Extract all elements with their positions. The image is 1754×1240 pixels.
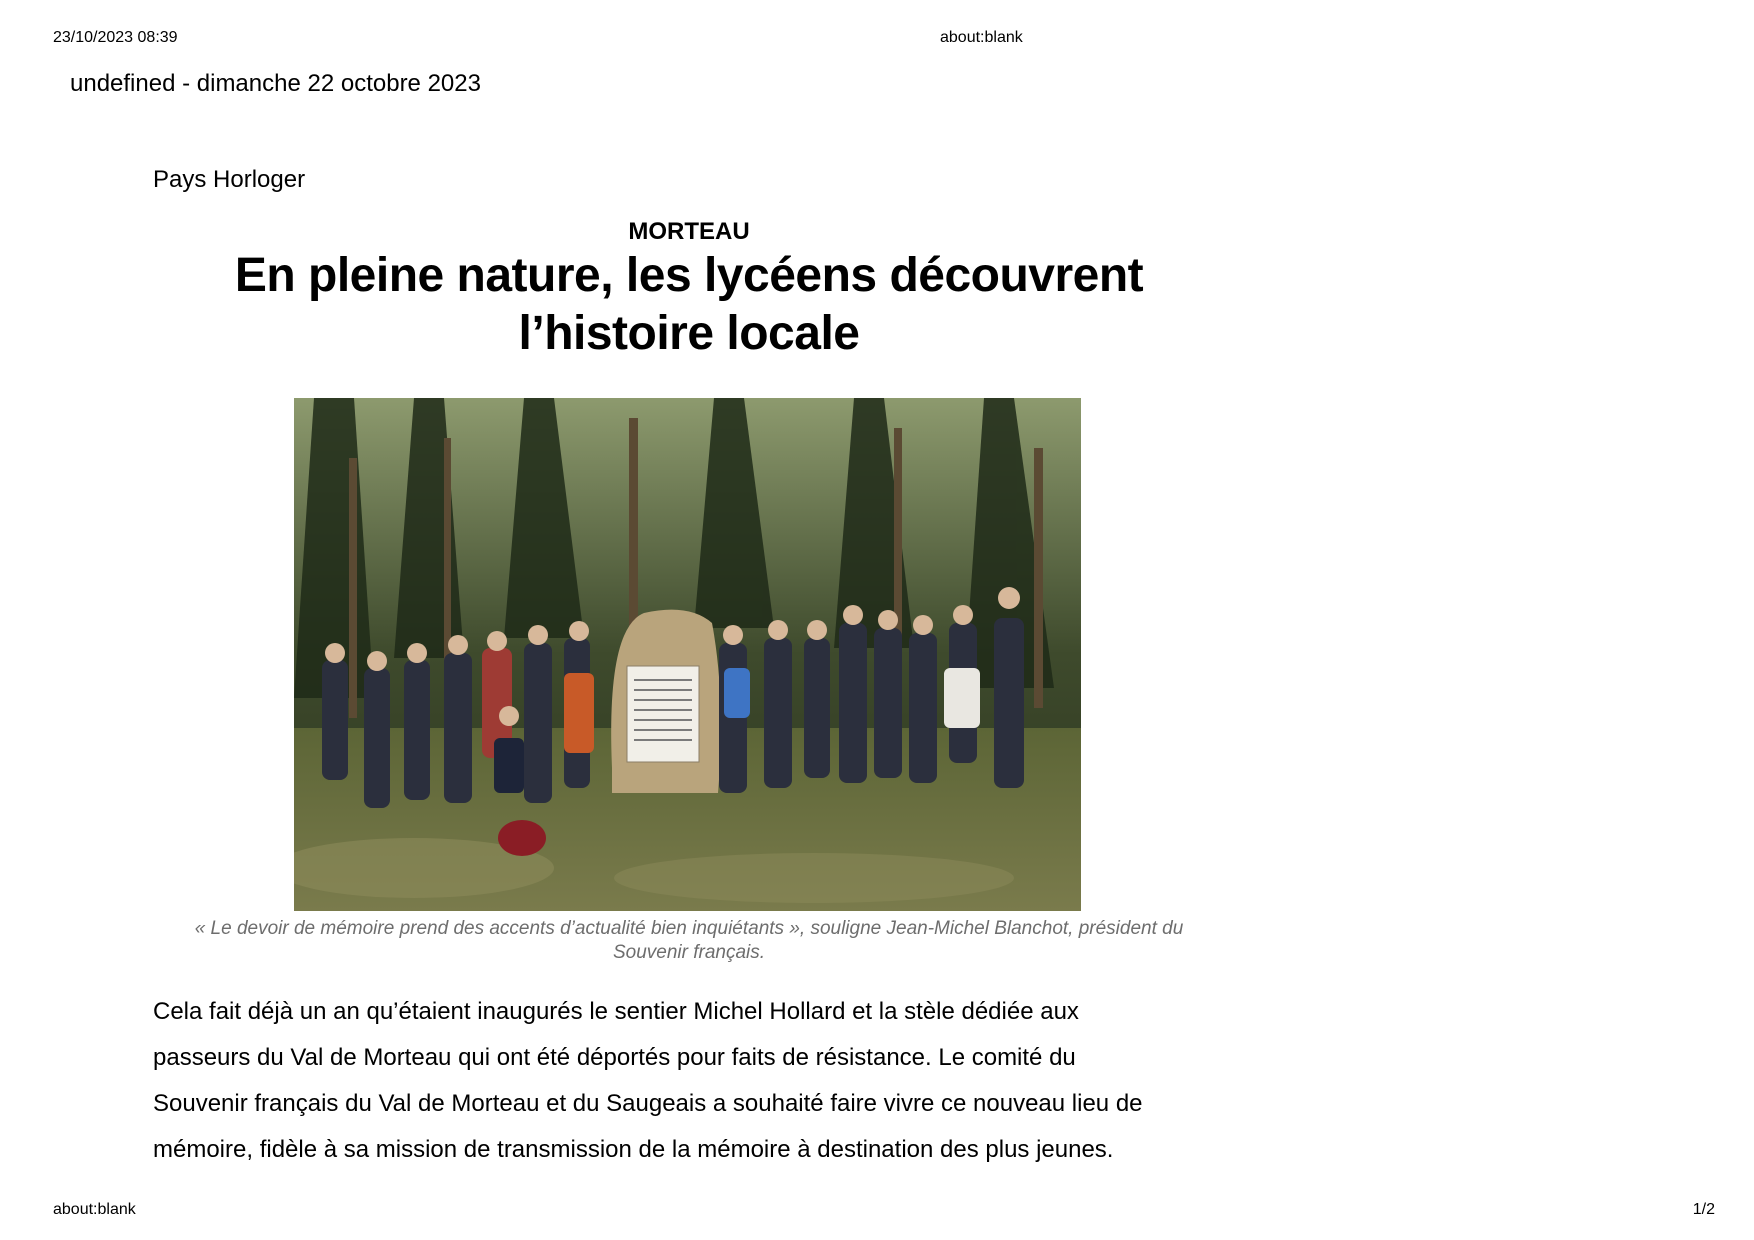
print-footer-url: about:blank [53, 1201, 136, 1218]
print-header-url: about:blank [940, 29, 1023, 46]
body-line: Souvenir français du Val de Morteau et du Saugeais a souhaité faire vivre ce nouveau lieu de [153, 1090, 1143, 1117]
body-line: passeurs du Val de Morteau qui ont été déportés pour faits de résistance. Le comité du [153, 1044, 1076, 1071]
photo-caption [153, 917, 1225, 965]
section-label: Pays Horloger [153, 166, 306, 193]
body-line: Cela fait déjà un an qu’étaient inaugurés le sentier Michel Hollard et la stèle dédiée aux [153, 998, 1079, 1025]
caption-line-2: Souvenir français. [612, 942, 766, 963]
article-headline [153, 247, 1225, 363]
article-photo [294, 398, 1081, 911]
headline-line-2: l’histoire locale [518, 307, 860, 360]
article-kicker: MORTEAU [628, 218, 750, 245]
source-date-line: undefined - dimanche 22 octobre 2023 [70, 70, 481, 97]
print-footer-page-number: 1/2 [1692, 1201, 1715, 1218]
caption-line-1: « Le devoir de mémoire prend des accents d’actualité bien inquiétants », souligne Jean-Michel Blanchot, président du [194, 918, 1184, 939]
article-body [153, 989, 1225, 1173]
body-line: mémoire, fidèle à sa mission de transmission de la mémoire à destination des plus jeunes. [153, 1136, 1114, 1163]
headline-line-1: En pleine nature, les lycéens découvrent [234, 249, 1144, 302]
print-header-datetime: 23/10/2023 08:39 [53, 29, 178, 46]
